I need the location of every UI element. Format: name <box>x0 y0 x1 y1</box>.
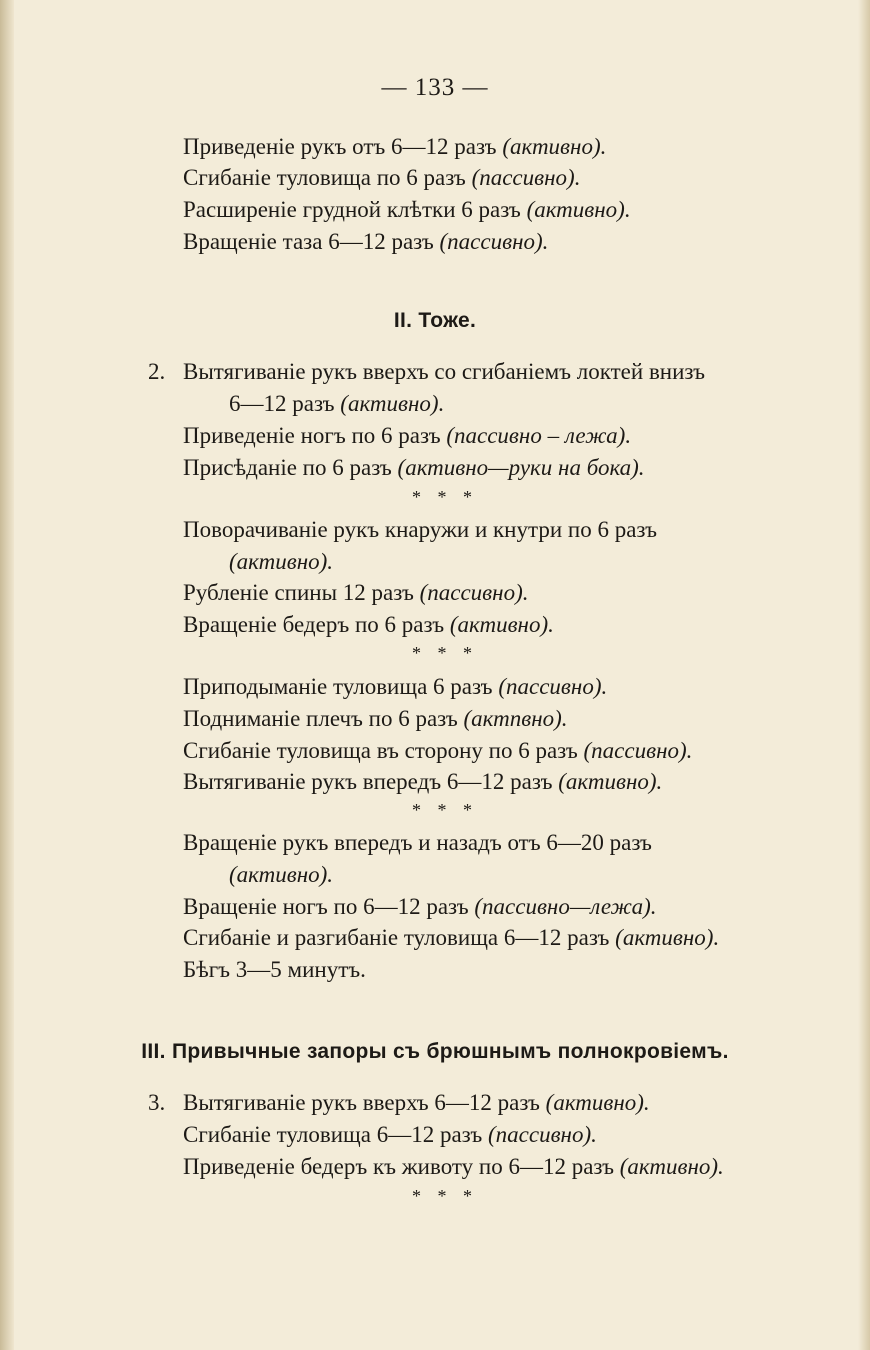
exercise-line: Вытягиваніе рукъ вверхъ 6—12 разъ (активно). <box>183 1090 650 1115</box>
separator-stars: * * * <box>412 643 478 663</box>
exercise-line: Приведеніе бедеръ къ животу по 6—12 разъ (активно). <box>183 1154 724 1179</box>
separator-stars: * * * <box>412 1186 478 1206</box>
page-number: — 133 — <box>381 74 489 101</box>
exercise-line: Сгибаніе туловища по 6 разъ (пассивно). <box>183 165 581 190</box>
exercise-line: Приведеніе рукъ отъ 6—12 разъ (активно). <box>183 134 607 159</box>
exercise-line: Поворачиваніе рукъ кнаружи и кнутри по 6 разъ <box>183 517 657 542</box>
separator-stars: * * * <box>412 800 478 820</box>
exercise-line: Вращеніе рукъ впередъ и назадъ отъ 6—20 разъ <box>183 830 652 855</box>
exercise-line: Рубленіе спины 12 разъ (пассивно). <box>183 580 529 605</box>
exercise-line: Вытягиваніе рукъ вверхъ со сгибаніемъ локтей внизъ <box>183 359 706 384</box>
exercise-line: Подниманіе плечъ по 6 разъ (актпвно). <box>183 706 568 731</box>
exercise-line: Бѣгъ 3—5 минутъ. <box>183 957 366 982</box>
exercise-line: Сгибаніе туловища 6—12 разъ (пассивно). <box>183 1122 597 1147</box>
exercise-line: Присѣданіе по 6 разъ (активно—руки на бока). <box>183 455 645 480</box>
exercise-line: Сгибаніе туловища въ сторону по 6 разъ (пассивно). <box>183 738 693 763</box>
page-edge-right <box>858 0 870 1350</box>
exercise-line: Вращеніе бедеръ по 6 разъ (активно). <box>183 612 554 637</box>
exercise-line: Вытягиваніе рукъ впередъ 6—12 разъ (активно). <box>183 769 663 794</box>
section-number-3: 3. <box>148 1090 166 1115</box>
section-number-2: 2. <box>148 359 166 384</box>
exercise-line: Приведеніе ногъ по 6 разъ (пассивно – лежа). <box>183 423 632 448</box>
exercise-line: Сгибаніе и разгибаніе туловища 6—12 разъ (активно). <box>183 925 720 950</box>
section-heading-3: III. Привычные запоры съ брюшнымъ полнокровіемъ. <box>141 1040 729 1063</box>
exercise-line: 6—12 разъ (активно). <box>229 391 445 416</box>
exercise-line: (активно). <box>229 549 334 574</box>
exercise-line: Вращеніе таза 6—12 разъ (пассивно). <box>183 229 549 254</box>
exercise-line: (активно). <box>229 862 334 887</box>
page-edge-left <box>0 0 14 1350</box>
exercise-line: Приподыманіе туловища 6 разъ (пассивно). <box>183 674 608 699</box>
separator-stars: * * * <box>412 487 478 507</box>
exercise-line: Вращеніе ногъ по 6—12 разъ (пассивно—лежа). <box>183 894 657 919</box>
exercise-line: Расширеніе грудной клѣтки 6 разъ (активно). <box>183 197 631 222</box>
section-heading-2: II. Тоже. <box>393 309 477 332</box>
